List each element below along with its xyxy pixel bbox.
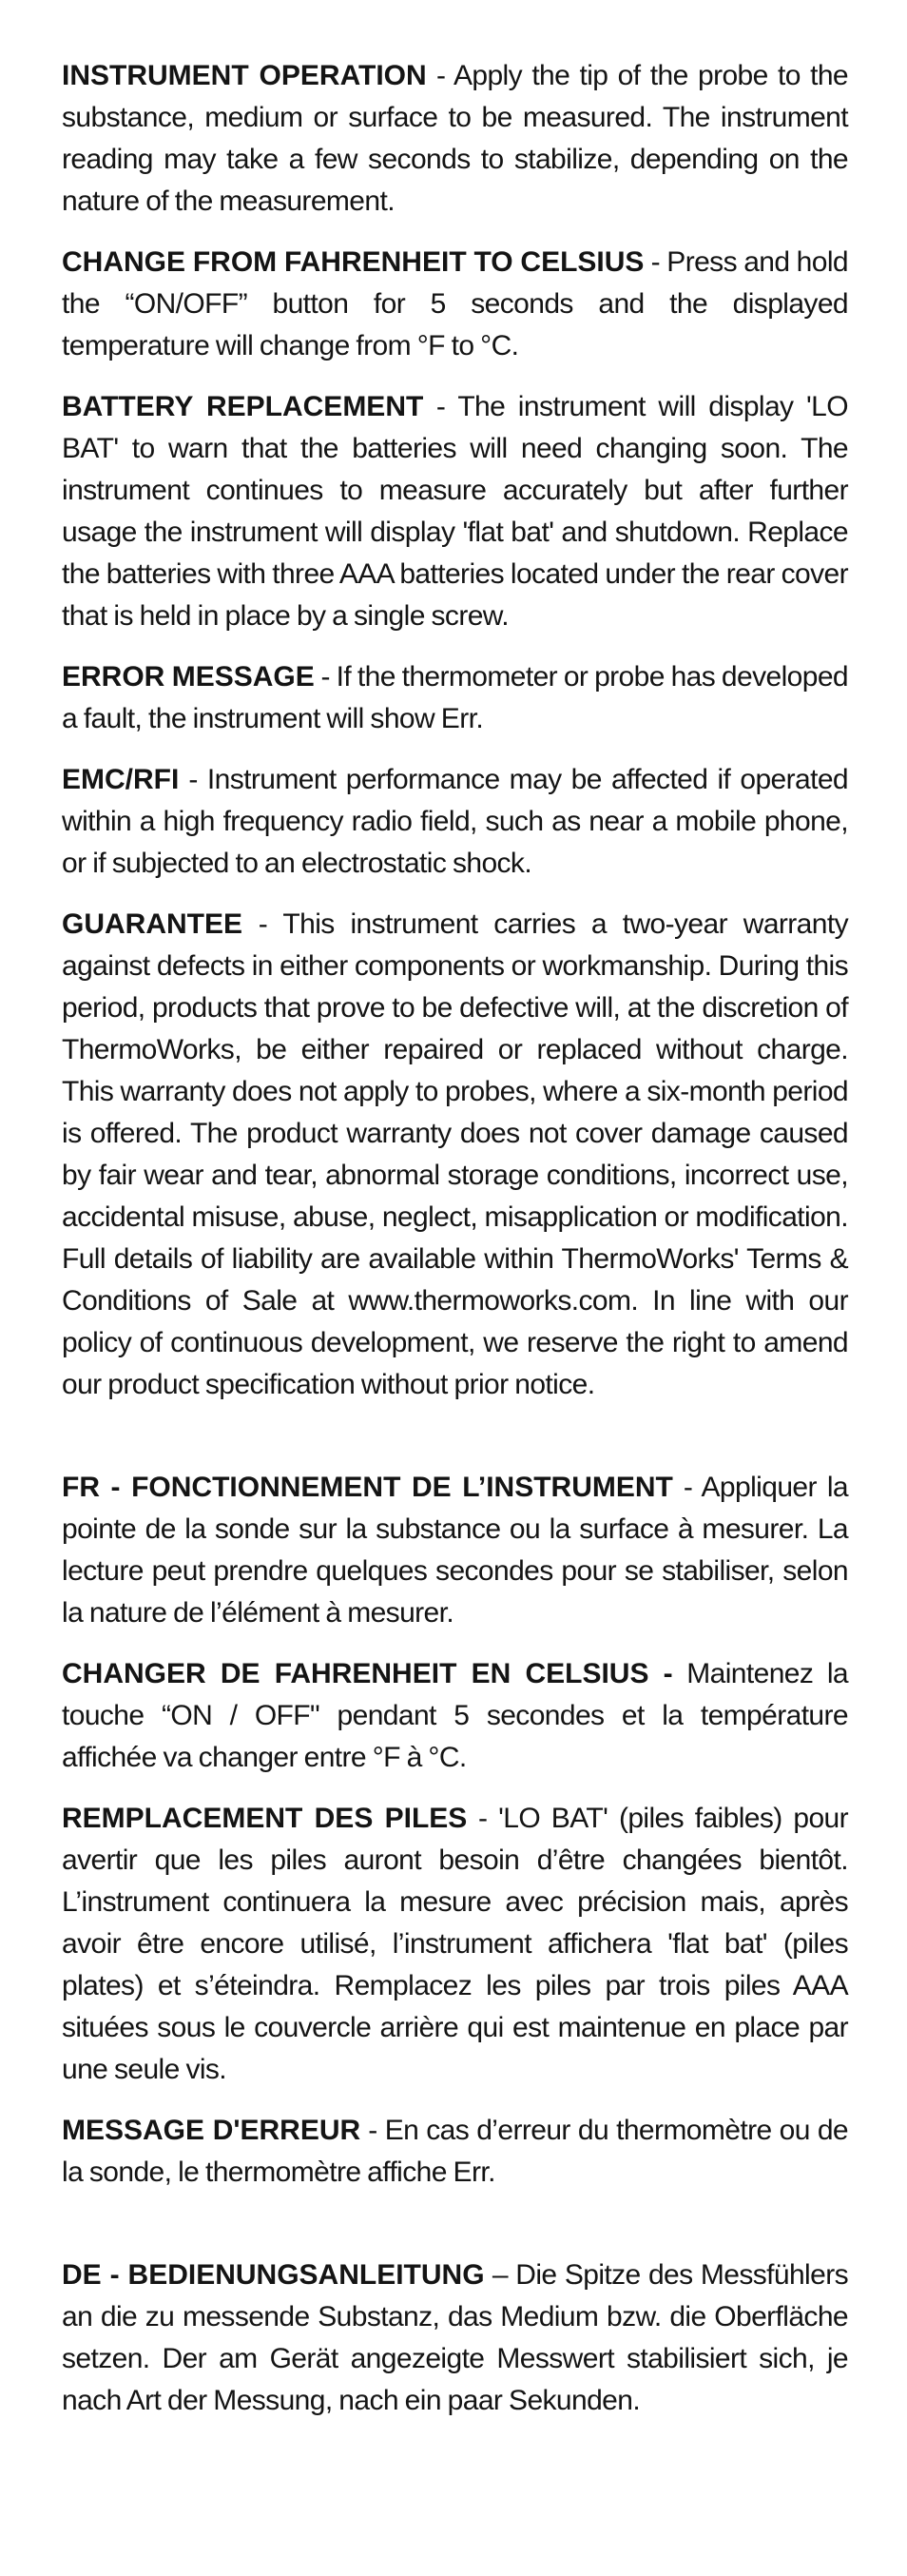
section-heading: CHANGER DE FAHRENHEIT EN CELSIUS - xyxy=(62,1658,673,1689)
section-emc-rfi xyxy=(62,759,848,885)
section-battery-replacement xyxy=(62,386,848,637)
section-de-bedienungsanleitung xyxy=(62,2254,848,2422)
section-fr-changer-fahrenheit xyxy=(62,1653,848,1779)
section-body: - Appliquer la pointe de la sonde sur la substance ou la surface à mesurer. La lecture peut prendre quelques secondes pour se stabiliser, selon la nature de l’élément à mesurer. xyxy=(62,1472,848,1629)
section-heading: FR - FONCTIONNEMENT DE L’INSTRUMENT xyxy=(62,1472,673,1503)
section-body: Maintenez la touche “ON / OFF" pendant 5 secondes et la température affichée va changer entre °F à °C. xyxy=(62,1658,848,1773)
section-body: - En cas d’erreur du thermomètre ou de la sonde, le thermomètre affiche Err. xyxy=(62,2115,849,2188)
section-heading: ERROR MESSAGE xyxy=(62,661,315,693)
section-heading: EMC/RFI xyxy=(62,764,180,795)
section-fr-message-erreur xyxy=(62,2110,848,2194)
section-body: - If the thermometer or probe has developed a fault, the instrument will show Err. xyxy=(62,661,848,734)
section-change-fahrenheit-celsius xyxy=(62,242,848,367)
section-body: – Die Spitze des Messfühlers an die zu messende Substanz, das Medium bzw. die Oberfläche setzen. Der am Gerät angezeigte Messwert stabilisiert sich, je nach Art der Messung, nach ein paar Sekunden. xyxy=(62,2259,848,2416)
section-heading: DE - BEDIENUNGSANLEITUNG xyxy=(62,2259,485,2291)
section-body: - Instrument performance may be affected if operated within a high frequency radio field, such as near a mobile phone, or if subjected to an electrostatic shock. xyxy=(62,764,848,879)
section-heading: MESSAGE D'ERREUR xyxy=(62,2115,361,2146)
section-instrument-operation xyxy=(62,55,848,223)
section-fr-remplacement-piles xyxy=(62,1798,848,2091)
section-body: - Press and hold the “ON/OFF” button for 5 seconds and the displayed temperature will change from °F to °C. xyxy=(62,246,848,361)
section-heading: BATTERY REPLACEMENT xyxy=(62,391,424,422)
section-guarantee xyxy=(62,904,848,1406)
section-error-message xyxy=(62,656,848,740)
section-heading: GUARANTEE xyxy=(62,908,243,940)
section-heading: INSTRUMENT OPERATION xyxy=(62,60,427,91)
section-heading: CHANGE FROM FAHRENHEIT TO CELSIUS xyxy=(62,246,645,278)
section-fr-fonctionnement xyxy=(62,1467,848,1634)
section-body: - Apply the tip of the probe to the substance, medium or surface to be measured. The instrument reading may take a few seconds to stabilize, depending on the nature of the measurement. xyxy=(62,60,849,217)
section-body: - The instrument will display 'LO BAT' to warn that the batteries will need changing soon. The instrument continues to measure accurately but after further usage the instrument will display 'flat bat' and shutdown. Replace the batteries with three AAA batteries located under the rear cover that is held in place by a single screw. xyxy=(62,391,848,632)
section-body: - 'LO BAT' (piles faibles) pour avertir que les piles auront besoin d’être changées bientôt. L’instrument continuera la mesure avec précision mais, après avoir être encore utilisé, l’instrument affichera 'flat bat' (piles plates) et s’éteindra. Remplacez les piles par trois piles AAA situées sous le couvercle arrière qui est maintenue en place par une seule vis. xyxy=(62,1803,848,2085)
section-body: - This instrument carries a two-year warranty against defects in either components or workmanship. During this period, products that prove to be defective will, at the discretion of ThermoWorks, be either repaired or replaced without charge. This warranty does not apply to probes, where a six-month period is offered. The product warranty does not cover damage caused by fair wear and tear, abnormal storage conditions, incorrect use, accidental misuse, abuse, neglect, misapplication or modification. Full details of liability are available within ThermoWorks' Terms & Conditions of Sale at www.thermoworks.com. In line with our policy of continuous development, we reserve the right to amend our product specification without prior notice. xyxy=(62,908,848,1400)
section-heading: REMPLACEMENT DES PILES xyxy=(62,1803,468,1834)
instruction-document xyxy=(62,55,848,2441)
